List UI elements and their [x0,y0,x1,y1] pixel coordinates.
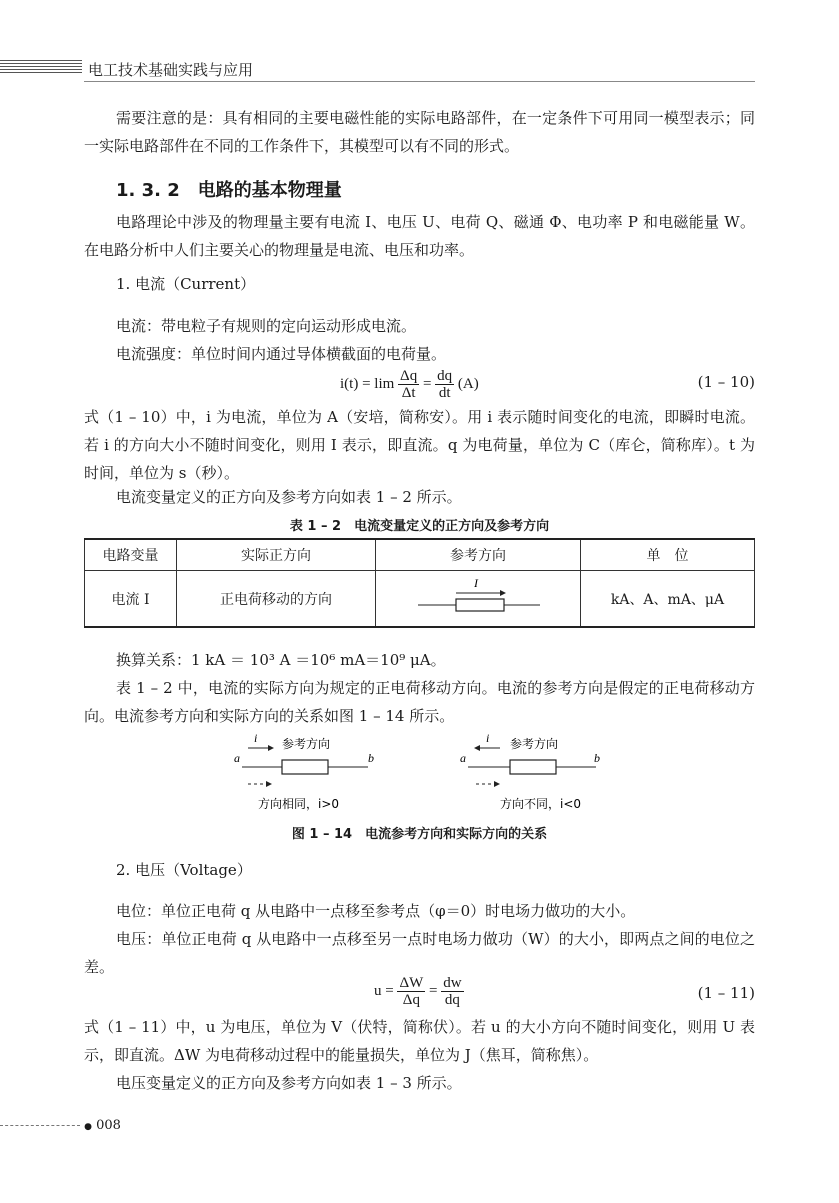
header-rule [84,81,755,82]
current-intensity-definition: 电流强度：单位时间内通过导体横截面的电荷量。 [116,345,447,363]
direction-relation-paragraph: 表 1 – 2 中，电流的实际方向为规定的正电荷移动方向。电流的参考方向是假定的正电荷移动方向。电流参考方向和实际方向的关系如图 1 – 14 所示。 [84,679,755,725]
table-header-cell: 单 位 [581,539,755,571]
resistor-icon [510,760,556,774]
figure-1-14 [228,728,618,818]
footer-dot: ● [84,1122,92,1132]
subheading-current: 1. 电流（Current） [116,275,256,293]
equation-number-1-11: (1 – 11) [697,984,755,1002]
current-definition: 电流：带电粒子有规则的定向运动形成电流。 [116,317,417,335]
resistor-reference-diagram [408,575,548,619]
left-node-b: b [368,751,374,765]
eq2-fraction-derivative: $\frac{dw}{dq}$ [443,975,462,1008]
page-footer [0,1118,121,1133]
table-header-cell: 参考方向 [376,539,581,571]
table-cell-reference-direction [376,571,581,628]
equation-1-10 [340,368,479,401]
eq2-lhs: u = [374,982,394,999]
arrow-label: I [474,575,478,590]
table-cell-unit: kA、A、mA、μA [581,571,755,628]
conversion-relation: 换算关系：1 kA ＝ 10³ A ＝10⁶ mA＝10⁹ μA。 [116,651,446,669]
right-node-b: b [594,751,600,765]
figure-left-diagram [234,731,374,811]
eq1-lhs: i(t) = lim [340,375,395,392]
equation-1-11 [374,975,464,1008]
potential-definition: 电位：单位正电荷 q 从电路中一点移至参考点（φ＝0）时电场力做功的大小。 [116,902,636,920]
table-header-cell: 实际正方向 [177,539,376,571]
table-caption: 表 1 – 2 电流变量定义的正方向及参考方向 [289,519,550,534]
equation-number-1-10: (1 – 10) [697,373,755,391]
resistor-icon [282,760,328,774]
right-node-a: a [460,751,466,765]
eq2-fraction-delta: $\frac{\Delta W}{\Delta q}$ [399,975,424,1008]
voltage-definition: 电压：单位正电荷 q 从电路中一点移至另一点时电场力做功（W）的大小，即两点之间的电位之差。 [84,930,755,976]
page-number: 008 [96,1118,121,1133]
quantities-paragraph: 电路理论中涉及的物理量主要有电流 I、电压 U、电荷 Q、磁通 Φ、电功率 P 和电磁能量 W。在电路分析中人们主要关心的物理量是电流、电压和功率。 [84,213,755,259]
arrow-head-icon [500,590,506,596]
current-direction-table [84,538,755,628]
table-reference-paragraph: 电流变量定义的正方向及参考方向如表 1 – 2 所示。 [116,488,462,506]
header-decoration [0,60,82,76]
right-reference-label: 参考方向 [510,737,559,751]
eq1-unit: (A) [457,375,479,392]
table-cell-variable: 电流 I [85,571,177,628]
right-i-label: i [486,731,490,745]
right-caption: 方向不同，i<0 [500,797,582,811]
section-heading [116,176,342,202]
table-header-row [85,539,755,571]
table-header-cell: 电路变量 [85,539,177,571]
footer-dash [0,1125,80,1126]
arrow-right-icon [494,781,500,787]
resistor-icon [456,599,504,611]
arrow-left-icon [474,745,480,751]
subheading-voltage: 2. 电压（Voltage） [116,861,252,879]
section-number: 1. 3. 2 [116,180,180,201]
section-title: 电路的基本物理量 [197,180,342,201]
table-row [85,571,755,628]
eq1-equals: = [422,375,432,392]
current-explanation-paragraph: 式（1 – 10）中，i 为电流，单位为 A（安培，简称安）。用 i 表示随时间变化的电流，即瞬时电流。若 i 的方向大小不随时间变化，则用 I 表示，即直流。q 为电荷量，单位为 C（库仑，简称库）。t 为时间，单位为 s（秒）。 [84,408,755,482]
eq1-fraction-derivative: $\frac{dq}{dt}$ [437,368,453,401]
running-header-title: 电工技术基础实践与应用 [88,61,254,79]
arrow-right-icon [266,781,272,787]
eq1-fraction-delta: $\frac{\Delta q}{\Delta t}$ [400,368,418,401]
arrow-right-icon [268,745,274,751]
left-i-label: i [254,731,258,745]
figure-right-diagram [460,731,600,811]
table-cell-actual-direction: 正电荷移动的方向 [177,571,376,628]
left-caption: 方向相同，i>0 [258,797,340,811]
intro-paragraph: 需要注意的是：具有相同的主要电磁性能的实际电路部件，在一定条件下可用同一模型表示；同一实际电路部件在不同的工作条件下，其模型可以有不同的形式。 [84,109,755,155]
left-node-a: a [234,751,240,765]
figure-caption: 图 1 – 14 电流参考方向和实际方向的关系 [291,827,548,842]
left-reference-label: 参考方向 [282,737,331,751]
voltage-explanation-paragraph: 式（1 – 11）中，u 为电压，单位为 V（伏特，简称伏）。若 u 的大小方向不随时间变化，则用 U 表示，即直流。ΔW 为电荷移动过程中的能量损失，单位为 J（焦耳，简称焦）。 [84,1018,755,1064]
voltage-table-reference: 电压变量定义的正方向及参考方向如表 1 – 3 所示。 [116,1074,462,1092]
eq2-equals: = [429,982,438,999]
